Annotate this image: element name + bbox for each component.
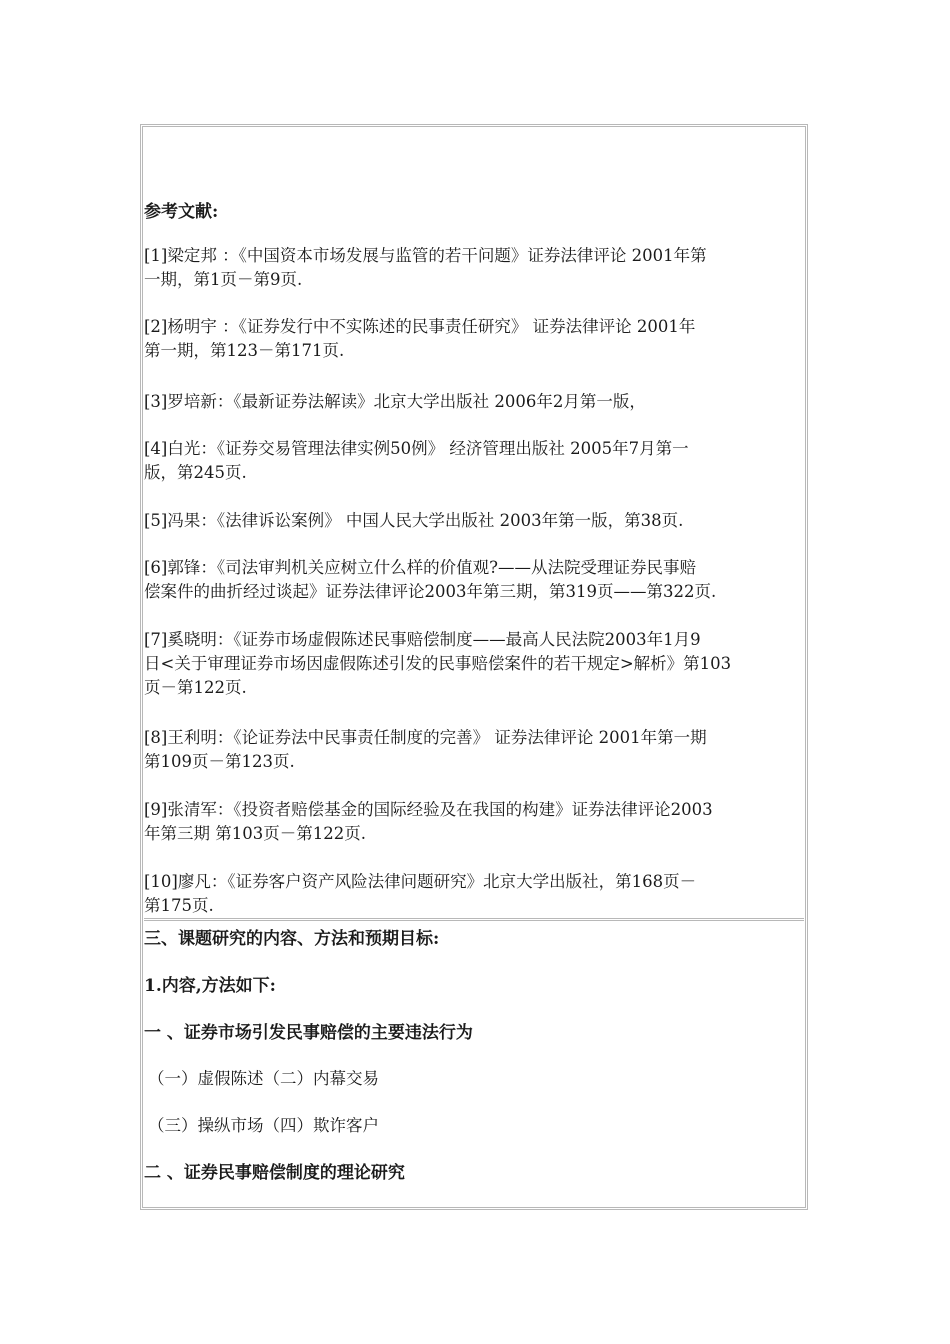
reference-line: [4]白光：《证券交易管理法律实例50例》 经济管理出版社 2005年7月第一 [144,439,689,458]
reference-line: [8]王利明：《论证券法中民事责任制度的完善》 证券法律评论 2001年第一期 [144,728,707,747]
reference-item [144,390,808,414]
reference-item [144,628,808,700]
reference-line: [10]廖凡：《证券客户资产风险法律问题研究》北京大学出版社，第168页－ [144,872,697,891]
reference-line: 页－第122页. [144,678,247,697]
reference-item [144,315,808,363]
reference-line: [2]杨明宇 ：《证券发行中不实陈述的民事责任研究》 证券法律评论 2001年 [144,317,696,336]
part1-heading: 一 、证券市场引发民事赔偿的主要违法行为 [144,1023,473,1043]
references-cell [144,128,806,920]
reference-line: 日<关于审理证券市场因虚假陈述引发的民事赔偿案件的若干规定>解析》第103 [144,654,732,673]
reference-item [144,726,808,774]
part1-items-line-1: （一）虚假陈述（二）内幕交易 [148,1069,379,1088]
reference-line: 第109页－第123页. [144,752,295,771]
reference-item [144,509,808,533]
reference-line: 一期，第1页－第9页. [144,270,303,289]
reference-line: [1]梁定邦 ：《中国资本市场发展与监管的若干问题》证券法律评论 2001年第 [144,246,707,265]
reference-line: 偿案件的曲折经过谈起》证券法律评论2003年第三期，第319页——第322页. [144,582,717,601]
reference-item [144,556,808,604]
part1-items-line-2: （三）操纵市场（四）欺诈客户 [148,1116,379,1135]
row-divider [144,918,804,921]
reference-line: [7]奚晓明：《证券市场虚假陈述民事赔偿制度——最高人民法院2003年1月9 [144,630,701,649]
reference-line: [6]郭锋：《司法审判机关应树立什么样的价值观?——从法院受理证券民事赔 [144,558,696,577]
section-heading: 三、课题研究的内容、方法和预期目标: [144,929,440,949]
reference-item [144,798,808,846]
reference-item [144,870,808,918]
reference-line: 第一期，第123－第171页. [144,341,345,360]
reference-line: [9]张清军：《投资者赔偿基金的国际经验及在我国的构建》证券法律评论2003 [144,800,713,819]
reference-item [144,437,808,485]
references-heading: 参考文献: [144,202,219,222]
reference-line: 年第三期 第103页－第122页. [144,824,366,843]
reference-line: [3]罗培新：《最新证券法解读》北京大学出版社 2006年2月第一版， [144,392,646,411]
content-method-subheading: 1.内容,方法如下: [144,976,276,996]
reference-item [144,244,808,292]
reference-line: 版，第245页. [144,463,247,482]
part2-heading: 二 、证券民事赔偿制度的理论研究 [144,1163,405,1183]
reference-line: 第175页. [144,896,214,915]
reference-line: [5]冯果：《法律诉讼案例》 中国人民大学出版社 2003年第一版，第38页. [144,511,684,530]
